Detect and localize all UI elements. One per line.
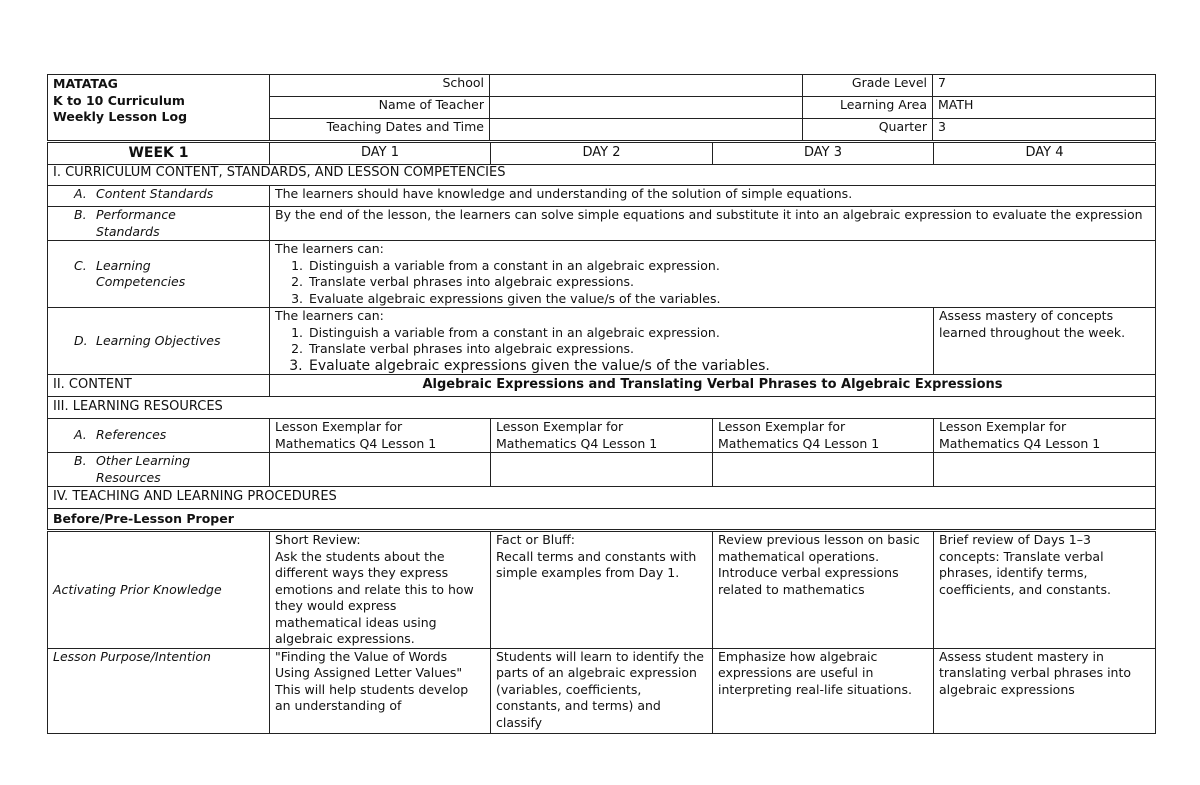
activity-text: Fact or Bluff: [496, 532, 576, 547]
other-resource-day-2[interactable] [491, 453, 713, 487]
reference-day-1: Lesson Exemplar for Mathematics Q4 Lesson 1 [270, 419, 491, 453]
lesson-content: Algebraic Expressions and Translating Verbal Phrases to Algebraic Expressions [270, 375, 1156, 397]
header-table [47, 74, 1156, 141]
item-label: Learning Objectives [96, 332, 221, 348]
item-label: Other Learning [96, 453, 191, 468]
purpose-day-3 [713, 648, 934, 733]
item-label: Learning [96, 257, 151, 273]
activity-text: Assess student mastery in translating verbal phrases into algebraic expressions [939, 648, 1132, 697]
list-item: 3. Evaluate algebraic expressions given the value/s of the variables. [307, 291, 1150, 308]
performance-standards-label [48, 207, 270, 241]
reference-day-2: Lesson Exemplar for Mathematics Q4 Lesson 1 [491, 419, 713, 453]
section-4-title: IV. TEACHING AND LEARNING PROCEDURES [48, 487, 1156, 509]
dates-field[interactable] [490, 119, 803, 141]
week-label: WEEK 1 [48, 143, 270, 165]
learning-area-label: Learning Area [803, 97, 933, 119]
performance-standards-text: By the end of the lesson, the learners can solve simple equations and substitute it into an algebraic expression to evaluate the expression [270, 207, 1156, 241]
list-item: 2. Translate verbal phrases into algebraic expressions. [307, 274, 1150, 291]
activity-text: This will help students develop an understanding of [275, 681, 469, 713]
list-item: 1. Distinguish a variable from a constant in an algebraic expression. [307, 325, 928, 342]
school-field[interactable] [490, 75, 803, 97]
day-2-header: DAY 2 [491, 143, 713, 165]
item-label: Standards [96, 223, 160, 239]
school-label: School [270, 75, 490, 97]
list-item: 2. Translate verbal phrases into algebraic expressions. [307, 341, 928, 358]
grade-level-field[interactable]: 7 [933, 75, 1156, 97]
activity-text: "Finding the Value of Words Using Assigned Letter Values" [275, 648, 463, 680]
dates-label: Teaching Dates and Time [270, 119, 490, 141]
section-1-title: I. CURRICULUM CONTENT, STANDARDS, AND LESSON COMPETENCIES [48, 165, 1156, 186]
item-letter: A. [74, 186, 87, 201]
item-label: References [96, 427, 167, 443]
purpose-day-4 [934, 648, 1156, 733]
item-letter: D. [74, 332, 88, 348]
title-line: Weekly Lesson Log [53, 109, 188, 124]
objectives-list [275, 325, 928, 375]
title-line: K to 10 Curriculum [53, 92, 185, 108]
day-4-header: DAY 4 [934, 143, 1156, 165]
quarter-field[interactable]: 3 [933, 119, 1156, 141]
lesson-log-table [47, 142, 1156, 734]
log-title [48, 75, 270, 141]
competencies-list [275, 258, 1150, 308]
activity-text: Students will learn to identify the parts of an algebraic expression (variables, coefficients, constants, and terms) and classify [496, 648, 704, 730]
list-item: 1. Distinguish a variable from a constant in an algebraic expression. [307, 258, 1150, 275]
learning-competencies-text [270, 241, 1156, 308]
other-resources-label [48, 453, 270, 487]
purpose-day-1 [270, 648, 491, 733]
activating-prior-knowledge-label: Activating Prior Knowledge [48, 531, 270, 649]
item-letter: B. [74, 207, 87, 222]
activating-day-1 [270, 531, 491, 649]
section-4-subtitle: Before/Pre-Lesson Proper [48, 509, 1156, 531]
item-label: Performance [96, 207, 176, 222]
activating-day-2 [491, 531, 713, 649]
item-letter: C. [74, 257, 87, 273]
content-standards-label [48, 186, 270, 207]
section-2-title: II. CONTENT [48, 375, 270, 397]
reference-day-3: Lesson Exemplar for Mathematics Q4 Lesson 1 [713, 419, 934, 453]
teacher-field[interactable] [490, 97, 803, 119]
section-3-title: III. LEARNING RESOURCES [48, 397, 1156, 419]
item-letter: A. [74, 427, 87, 443]
purpose-day-2 [491, 648, 713, 733]
activity-text: Recall terms and constants with simple examples from Day 1. [496, 548, 697, 580]
activity-text: Brief review of Days 1–3 concepts: Translate verbal phrases, identify terms, coefficients, and constants. [939, 532, 1111, 597]
other-resource-day-3[interactable] [713, 453, 934, 487]
lesson-purpose-label: Lesson Purpose/Intention [48, 648, 270, 733]
activity-text: Introduce verbal expressions related to mathematics [718, 565, 899, 597]
learning-objectives-text [270, 308, 934, 375]
day-3-header: DAY 3 [713, 143, 934, 165]
day-4-objective: Assess mastery of concepts learned throughout the week. [934, 308, 1156, 375]
references-label [48, 419, 270, 453]
grade-level-label: Grade Level [803, 75, 933, 97]
day-1-header: DAY 1 [270, 143, 491, 165]
other-resource-day-1[interactable] [270, 453, 491, 487]
teacher-label: Name of Teacher [270, 97, 490, 119]
item-label: Resources [96, 469, 161, 485]
learning-area-field[interactable]: MATH [933, 97, 1156, 119]
activity-text: Short Review: [275, 532, 361, 547]
competencies-intro: The learners can: [275, 241, 384, 256]
title-line: MATATAG [53, 76, 118, 91]
activating-day-4 [934, 531, 1156, 649]
activity-text: Review previous lesson on basic mathematical operations. [718, 532, 920, 564]
reference-day-4: Lesson Exemplar for Mathematics Q4 Lesson 1 [934, 419, 1156, 453]
activity-text: Emphasize how algebraic expressions are useful in interpreting real-life situations. [718, 648, 912, 697]
content-standards-text: The learners should have knowledge and understanding of the solution of simple equations. [270, 186, 1156, 207]
item-label: Content Standards [96, 186, 214, 201]
list-item: 3. Evaluate algebraic expressions given the value/s of the variables. [307, 358, 928, 375]
item-label: Competencies [96, 274, 186, 289]
item-letter: B. [74, 453, 87, 468]
quarter-label: Quarter [803, 119, 933, 141]
activating-day-3 [713, 531, 934, 649]
learning-objectives-label [48, 308, 270, 375]
activity-text: Ask the students about the different ways they express emotions and relate this to how they would express mathematical ideas using algebraic expressions. [275, 548, 474, 646]
learning-competencies-label [48, 241, 270, 308]
objectives-intro: The learners can: [275, 308, 384, 323]
other-resource-day-4[interactable] [934, 453, 1156, 487]
